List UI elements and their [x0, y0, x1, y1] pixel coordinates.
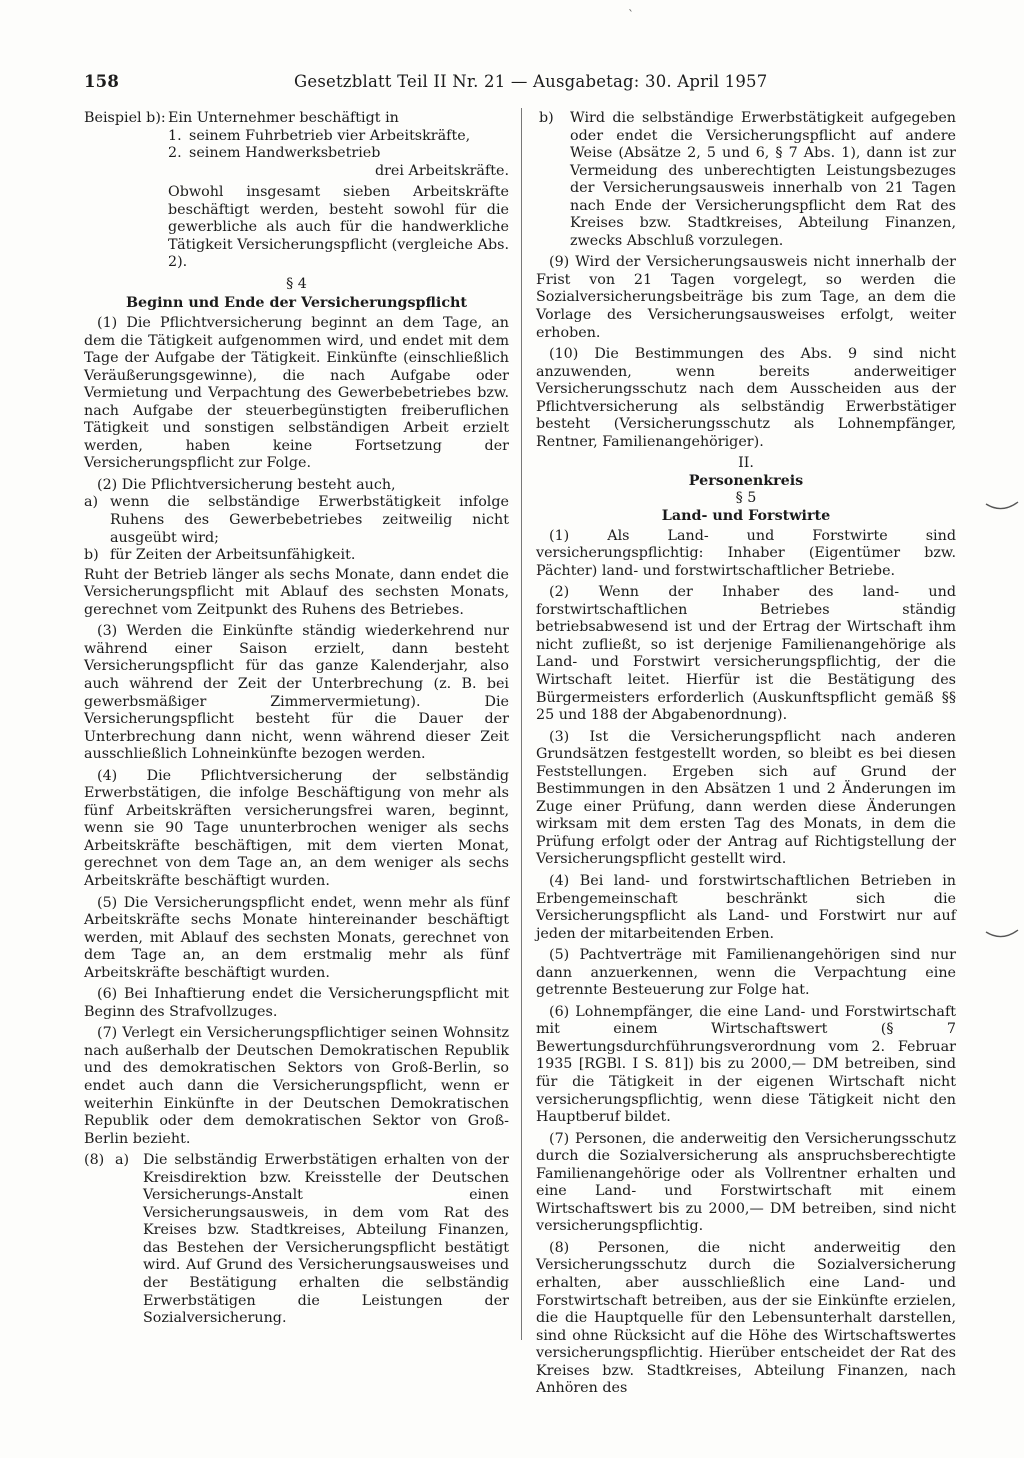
example-body: [168, 110, 509, 180]
scan-speck: ˋ: [628, 8, 634, 22]
s4-paragraph-5: (5) Die Versicherungspflicht endet, wenn mehr als fünf Arbeitskräfte sechs Monate hintereinander beschäftigt werden, mit Ablauf des sechsten Monats, gerechnet von dem Tage an, an dem erstmalig mehr als fünf Arbeitskräfte beschäftigt wurden.: [84, 894, 509, 981]
example-item-2: [168, 145, 509, 163]
s4-paragraph-8-a-text: Die selbständig Erwerbstätigen erhalten von der Kreisdirektion bzw. Kreisstelle der Deutschen Versicherungs-Anstalt einen Versicherungsausweis, in dem vom Rat des Kreises bzw. Stadtkreises, Abteilung Finanzen, das Bestehen der Versicherungspflicht bestätigt wird. Auf Grund des Versicherungsausweises und der Bestätigung erhalten die selbständig Erwerbstätigen die Leistungen der Sozialversicherung.: [143, 1152, 509, 1327]
s4-item-b-mark: b): [84, 547, 99, 564]
example-item-1-text: seinem Fuhrbetrieb vier Arbeitskräfte,: [189, 127, 471, 144]
s4-paragraph-8-b-text: Wird die selbständige Erwerbstätigkeit aufgegeben oder endet die Versicherungspflicht auf andere Weise (Absätze 2, 5 und 6, § 7 Abs. 1), dann ist zur Vermeidung des unberechtigten Leistungsbezuges der Versicherungsausweis innerhalb von 21 Tagen nach Ende der Versicherungspflicht dem Rat des Kreises bzw. Stadtkreises, Abteilung Finanzen, zwecks Abschluß vorzulegen.: [570, 110, 956, 249]
s4-paragraph-2-intro: (2) Die Pflichtversicherung besteht auch,: [97, 476, 396, 493]
page-number: 158: [84, 72, 120, 91]
example-paragraph: Obwohl insgesamt sieben Arbeitskräfte beschäftigt werden, besteht sowohl für die gewerbliche als auch für die handwerkliche Tätigkeit Versicherungspflicht (vergleiche Abs. 2).: [168, 184, 509, 271]
part-2-title: Personenkreis: [688, 472, 804, 489]
s5-paragraph-7: (7) Personen, die anderweitig den Versicherungsschutz durch die Sozialversicherung als anspruchsberechtigte Familienangehörige oder als Vollrentner erhalten und eine Land- und Forstwirtschaft mit einem Wirtschaftswert bis zu 2000,— DM betreiben, sind nicht versicherungspflichtig.: [536, 1130, 956, 1235]
s4-paragraph-7: (7) Verlegt ein Versicherungspflichtiger seinen Wohnsitz nach außerhalb der Deutschen Demokratischen Republik und des demokratischen Sektors von Groß-Berlin, so endet auch dann die Versicherungspflicht, wenn er weiterhin Einkünfte in der Deutschen Demokratischen Republik oder dem demokratischen Sektor von Groß-Berlin bezieht.: [84, 1025, 509, 1147]
example-block: [84, 110, 509, 180]
s4-paragraph-2-item-a: [84, 494, 509, 547]
example-item-2-text: seinem Handwerksbetrieb: [189, 145, 381, 162]
example-label: Beispiel b):: [84, 110, 166, 126]
s5-paragraph-8: (8) Personen, die nicht anderweitig den Versicherungsschutz durch die Sozialversicherung erhalten, aber ausschließlich eine Land- und Forstwirtschaft betreiben, aus der sie Einkünfte erzielen, die die Hauptquelle für den Lebensunterhalt darstellen, sind ohne Rücksicht auf die Höhe des Wirtschaftswertes versicherungspflichtig. Hierüber entscheidet der Rat des Kreises bzw. Stadtkreises, Abteilung Finanzen, nach Anhören des: [536, 1239, 956, 1397]
section-5-title: Land- und Forstwirte: [661, 508, 831, 525]
s5-paragraph-4: (4) Bei land- und forstwirtschaftlichen Betrieben in Erbengemeinschaft beschränkt sich die Versicherungspflicht als Land- und Forstwirt nur auf jeden der mitarbeitenden Erben.: [536, 872, 956, 942]
section-5-number: § 5: [735, 490, 757, 507]
example-intro: Ein Unternehmer beschäftigt in: [168, 110, 399, 126]
s4-paragraph-9: (9) Wird der Versicherungsausweis nicht innerhalb der Frist von 21 Tagen vorgelegt, so werden die Sozialversicherungsbeiträge bis zum Tage, an dem die Vorlage des Versicherungsausweises erfolgt, weiter erhoben.: [536, 254, 956, 341]
s4-paragraph-10: (10) Die Bestimmungen des Abs. 9 sind nicht anzuwenden, wenn bereits anderweitiger Versicherungsschutz nach dem Ausscheiden aus der Pflichtversicherung als selbständig Erwerbstätiger besteht (Versicherungsschutz als Lohnempfänger, Rentner, Familienangehöriger).: [536, 346, 956, 450]
s5-paragraph-6: (6) Lohnempfänger, die eine Land- und Forstwirtschaft mit einem Wirtschaftswert (§ 7 Bewertungsdurchführungsverordnung vom 2. Februar 1935 [RGBl. I S. 81]) bis zu 2000,— DM betreiben, sind für die Tätigkeit in der eigenen Wirtschaft nicht versicherungspflichtig, wenn diese Tätigkeit nicht den Hauptberuf bildet.: [536, 1003, 956, 1126]
right-column: [536, 110, 956, 1402]
example-item-1: [168, 128, 509, 146]
s5-paragraph-3: (3) Ist die Versicherungspflicht nach anderen Grundsätzen festgestellt worden, so bleibt es bei diesen Feststellungen. Ergeben sich auf Grund der Bestimmungen in den Absätzen 1 und 2 Änderungen im Zuge einer Prüfung, dann werden diese Änderungen wirksam mit dem ersten Tag des Monats, in dem die Prüfung erfolgt oder der Antrag auf Richtigstellung der Versicherungspflicht gestellt wird.: [536, 728, 956, 868]
s4-paragraph-4: (4) Die Pflichtversicherung der selbständig Erwerbstätigen, die infolge Beschäftigung von mehr als fünf Arbeitskräften versicherungsfrei waren, beginnt, wenn sie 90 Tage ununterbrochen weniger als sechs Arbeitskräfte beschäftigen, mit dem vierten Monat, gerechnet von dem Tage an, an dem weniger als sechs Arbeitskräfte beschäftigt wurden.: [84, 767, 509, 889]
s4-paragraph-1: (1) Die Pflichtversicherung beginnt an dem Tage, an dem die Tätigkeit aufgenommen wird, und endet mit dem Tage der Aufgabe der Tätigkeit. Einkünfte (einschließlich Veräußerungsgewinne), die nach Aufgabe oder Vermietung und Verpachtung des Gewerbebetriebes bzw. nach Aufgabe der steuerbegünstigten freiberuflichen Tätigkeit und sonstigen selbständigen Arbeit erzielt werden, haben keine Fortsetzung der Versicherungspflicht zur Folge.: [84, 315, 509, 472]
section-4-title: Beginn und Ende der Versicherungspflicht: [125, 295, 468, 312]
s4-item-a-mark: a): [84, 494, 99, 511]
s4-paragraph-2-item-b: [84, 547, 509, 565]
section-4-number: § 4: [286, 275, 307, 292]
s4-paragraph-8-a: [84, 1152, 509, 1327]
s4-paragraph-6: (6) Bei Inhaftierung endet die Versicherungspflicht mit Beginn des Strafvollzuges.: [84, 986, 509, 1020]
page-header: [84, 72, 956, 96]
example-item-2-tail: drei Arbeitskräfte.: [374, 162, 509, 179]
s4-paragraph-8-b-mark: b): [539, 110, 554, 126]
s5-paragraph-5: (5) Pachtverträge mit Familienangehörigen sind nur dann anzuerkennen, wenn die Verpachtung eine getrennte Besteuerung zur Folge hat.: [536, 947, 956, 999]
s5-paragraph-1: (1) Als Land- und Forstwirte sind versicherungspflichtig: Inhaber (Eigentümer bzw. Pächter) land- und forstwirtschaftlicher Betriebe.: [536, 527, 956, 579]
s4-item-b-text: für Zeiten der Arbeitsunfähigkeit.: [110, 547, 356, 564]
s4-paragraph-3: (3) Werden die Einkünfte ständig wiederkehrend nur während einer Saison erzielt, dann besteht Versicherungspflicht für das ganze Kalenderjahr, also auch während der Zeit der Unterbrechung (z. B. bei gewerbsmäßiger Zimmervermietung). Die Versicherungspflicht besteht für die Dauer der Unterbrechung dann nicht, wenn während dieser Zeit ausschließlich Lohneinkünfte bezogen werden.: [84, 623, 509, 763]
s4-item-a-text: wenn die selbständige Erwerbstätigkeit infolge Ruhens des Gewerbebetriebes zeitweilig nicht ausgeübt wird;: [110, 494, 509, 546]
part-2-number: II.: [738, 455, 754, 472]
s4-paragraph-2-tail: Ruht der Betrieb länger als sechs Monate, dann endet die Versicherungspflicht mit Ablauf des sechsten Monats, gerechnet vom Zeitpunkt des Ruhens des Betriebes.: [84, 566, 509, 618]
s4-paragraph-8-number: (8): [84, 1152, 105, 1169]
header-title: Gesetzblatt Teil II Nr. 21 — Ausgabetag: 30. April 1957: [294, 72, 768, 91]
example-item-2-number: 2.: [168, 145, 182, 162]
s4-paragraph-8-a-mark: a): [115, 1152, 130, 1169]
margin-mark-2: [984, 928, 1020, 942]
example-item-1-number: 1.: [168, 127, 182, 144]
s4-paragraph-8-b: [536, 110, 956, 250]
s5-paragraph-2: (2) Wenn der Inhaber des land- und forstwirtschaftlichen Betriebes ständig betriebsabwesend ist und der Ertrag der Wirtschaft ihm nicht zufließt, so ist derjenige Familienangehörige als Land- und Forstwirt versicherungspflichtig, der die Wirtschaft leitet. Hierfür ist die Bestätigung des Bürgermeisters erforderlich (Auskunftspflicht gemäß §§ 25 und 188 der Abgabenordnung).: [536, 584, 956, 724]
margin-mark-1: [984, 500, 1020, 514]
column-divider: [521, 108, 522, 1340]
left-column: [84, 110, 509, 1332]
